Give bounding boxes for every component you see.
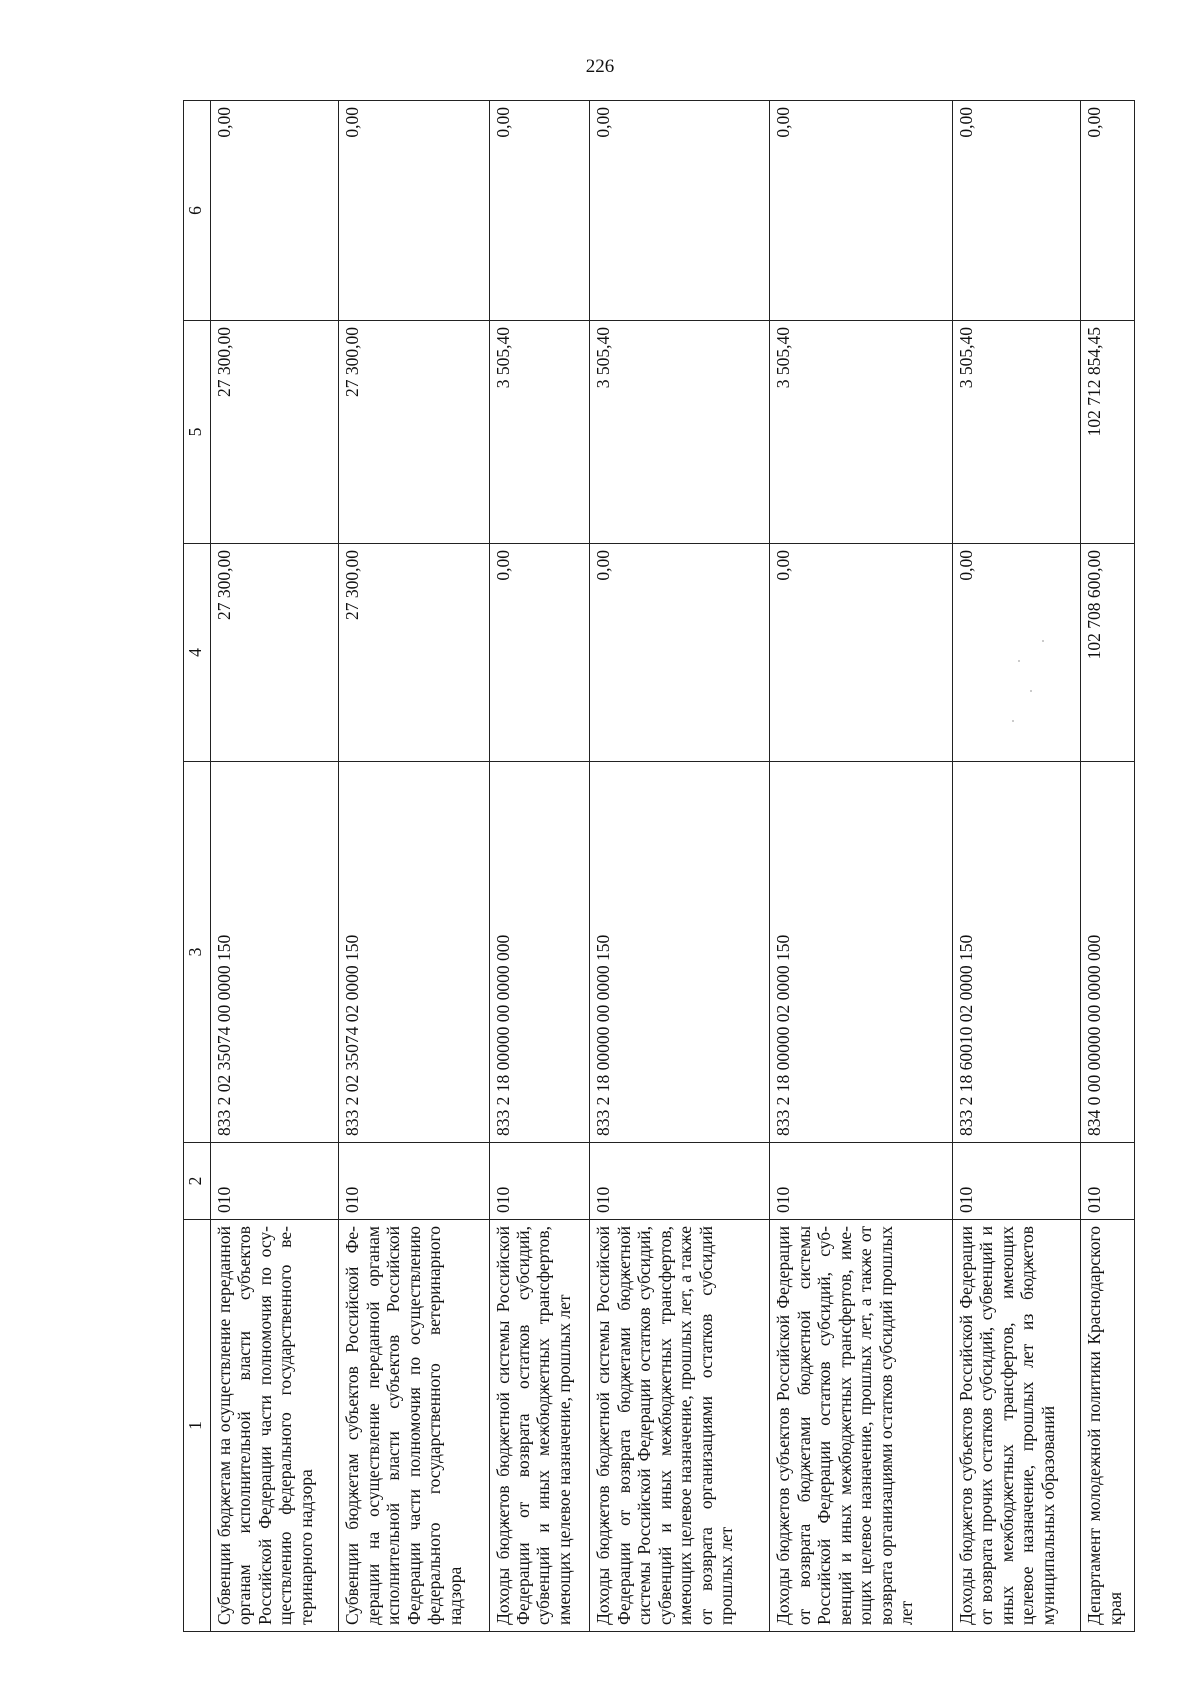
rotated-table-container xyxy=(183,101,1135,1632)
column-header-5: 5 xyxy=(184,321,211,544)
row-value-col4: 0,00 xyxy=(489,544,590,762)
table-row xyxy=(590,101,770,1632)
row-value-col4: 0,00 xyxy=(770,544,952,762)
row-code: 010 xyxy=(210,1143,339,1220)
row-value-col6: 0,00 xyxy=(952,101,1081,321)
row-code: 010 xyxy=(590,1143,770,1220)
row-value-col4: 27 300,00 xyxy=(210,544,339,762)
row-value-col5: 27 300,00 xyxy=(339,321,489,544)
row-value-col6: 0,00 xyxy=(210,101,339,321)
row-kbk: 833 2 02 35074 00 0000 150 xyxy=(210,762,339,1143)
row-value-col4: 102 708 600,00 xyxy=(1081,544,1135,762)
row-name: Департамент молодежной политики Краснодарского края xyxy=(1081,1220,1135,1632)
row-value-col5: 102 712 854,45 xyxy=(1081,321,1135,544)
row-name: Доходы бюджетов бюджетной системы Российской Федерации от возврата бюджетами бюджетной системы Российской Федерации остатков субсидий, субвенций и иных межбюджетных трансфертов, имеющих целевое назначение, прошлых лет, а также от возврата организациями остатков субсидий прошлых лет xyxy=(590,1220,770,1632)
row-name: Доходы бюджетов бюджетной системы Российской Федерации от возврата остатков субсидий, субвенций и иных межбюджетных трансфертов, имеющих целевое назначение, прошлых лет xyxy=(489,1220,590,1632)
row-value-col6: 0,00 xyxy=(770,101,952,321)
row-value-col6: 0,00 xyxy=(590,101,770,321)
scan-artifact xyxy=(1018,660,1020,662)
row-value-col6: 0,00 xyxy=(339,101,489,321)
column-header-2: 2 xyxy=(184,1143,211,1220)
column-header-4: 4 xyxy=(184,544,211,762)
row-value-col5: 3 505,40 xyxy=(770,321,952,544)
scan-artifact xyxy=(1012,720,1014,722)
row-value-col4: 0,00 xyxy=(952,544,1081,762)
table-row xyxy=(489,101,590,1632)
row-code: 010 xyxy=(489,1143,590,1220)
column-header-6: 6 xyxy=(184,101,211,321)
row-code: 010 xyxy=(770,1143,952,1220)
row-code: 010 xyxy=(952,1143,1081,1220)
column-header-1: 1 xyxy=(184,1220,211,1632)
row-name: Субвенции бюджетам субъектов Российской Федерации на осуществление переданной органам исполнительной власти субъектов Российской Федерации части полномочия по осуществлению федерального государственного ветеринарного надзора xyxy=(339,1220,489,1632)
row-name: Доходы бюджетов субъектов Российской Федерации от возврата прочих остатков субсидий, субвенций и иных межбюджетных трансфертов, имеющих целевое назначение, прошлых лет из бюджетов муниципальных образований xyxy=(952,1220,1081,1632)
row-kbk: 833 2 18 00000 00 0000 150 xyxy=(590,762,770,1143)
row-code: 010 xyxy=(1081,1143,1135,1220)
row-kbk: 833 2 18 00000 00 0000 000 xyxy=(489,762,590,1143)
page-number: 226 xyxy=(585,56,615,77)
row-value-col4: 27 300,00 xyxy=(339,544,489,762)
table-row xyxy=(1081,101,1135,1632)
row-value-col5: 3 505,40 xyxy=(952,321,1081,544)
row-value-col6: 0,00 xyxy=(1081,101,1135,321)
row-name: Доходы бюджетов субъектов Российской Федерации от возврата бюджетами бюджетной системы Российской Федерации остатков субсидий, субвенций и иных межбюджетных трансфертов, имеющих целевое назначение, прошлых лет, а также от возврата организациями остатков субсидий прошлых лет xyxy=(770,1220,952,1632)
row-value-col5: 3 505,40 xyxy=(489,321,590,544)
row-value-col6: 0,00 xyxy=(489,101,590,321)
row-name: Субвенции бюджетам на осуществление переданной органам исполнительной власти субъектов Российской Федерации части полномочия по осуществлению федерального государственного ветеринарного надзора xyxy=(210,1220,339,1632)
row-code: 010 xyxy=(339,1143,489,1220)
row-value-col5: 3 505,40 xyxy=(590,321,770,544)
row-kbk: 833 2 18 60010 02 0000 150 xyxy=(952,762,1081,1143)
table-row xyxy=(952,101,1081,1632)
row-value-col4: 0,00 xyxy=(590,544,770,762)
row-value-col5: 27 300,00 xyxy=(210,321,339,544)
row-kbk: 834 0 00 00000 00 0000 000 xyxy=(1081,762,1135,1143)
table-row xyxy=(770,101,952,1632)
table-row xyxy=(210,101,339,1632)
scan-artifact xyxy=(1030,690,1032,692)
row-kbk: 833 2 02 35074 02 0000 150 xyxy=(339,762,489,1143)
row-kbk: 833 2 18 00000 02 0000 150 xyxy=(770,762,952,1143)
column-header-3: 3 xyxy=(184,762,211,1143)
table-row xyxy=(339,101,489,1632)
scan-artifact xyxy=(1042,640,1044,642)
budget-revenue-table xyxy=(183,100,1135,1632)
table-header-row xyxy=(184,101,211,1632)
